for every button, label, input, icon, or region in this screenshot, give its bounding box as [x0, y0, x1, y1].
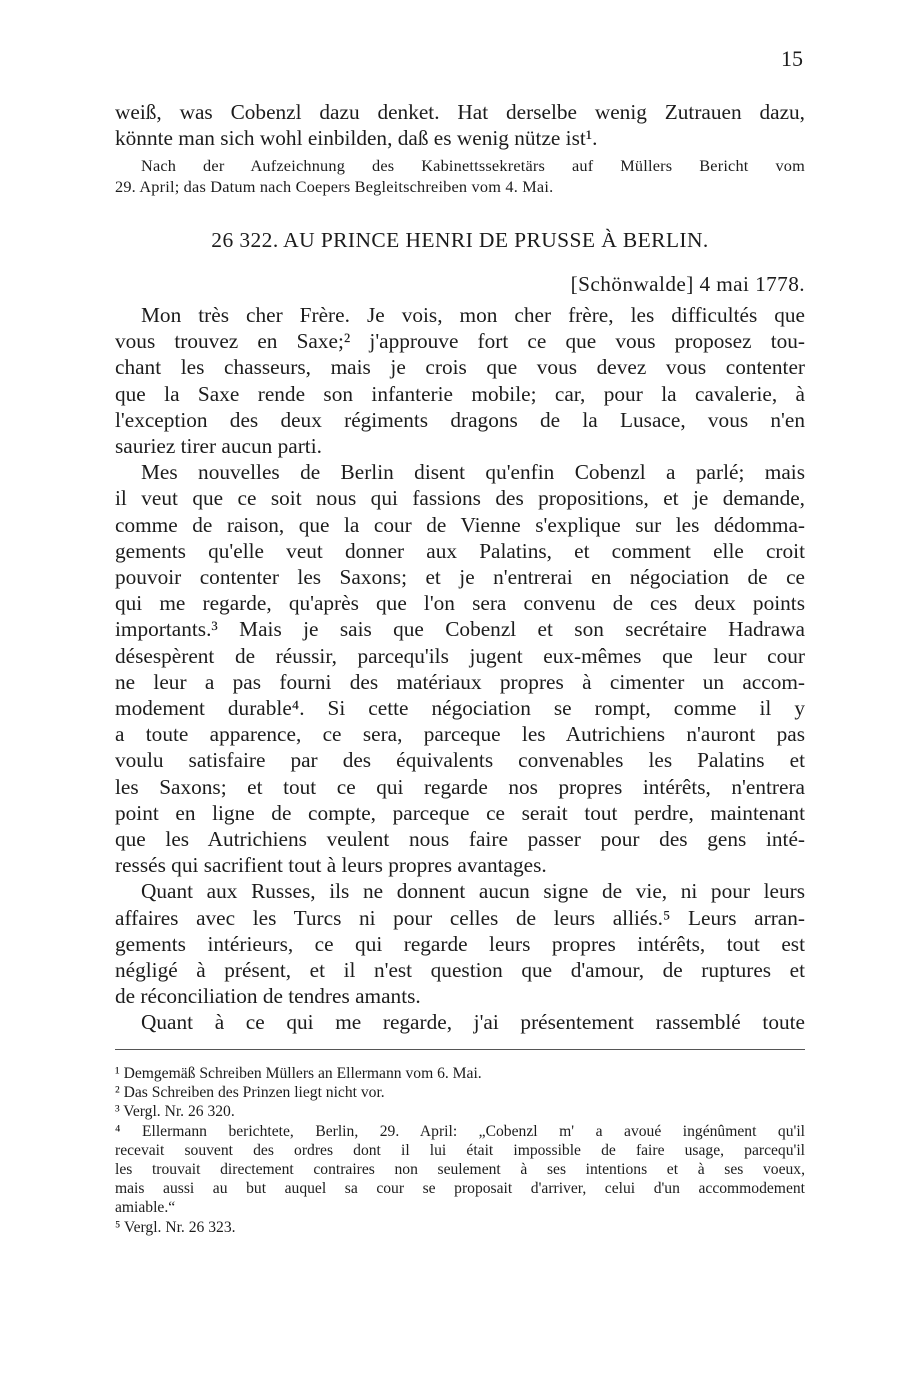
- text-line: chant les chasseurs, mais je crois que vous devez vous contenter: [115, 355, 805, 380]
- footnote-line: amiable.“: [115, 1199, 176, 1217]
- footnote: [115, 1122, 805, 1218]
- text-line: Mon très cher Frère. Je vois, mon cher frère, les difficultés que: [141, 303, 805, 327]
- footnote-line: ³ Vergl. Nr. 26 320.: [115, 1103, 235, 1121]
- text-line: de réconciliation de tendres amants.: [115, 984, 421, 1009]
- footnote-line: ⁴ Ellermann berichtete, Berlin, 29. April: „Cobenzl m' a avoué ingénûment qu'il: [115, 1122, 805, 1140]
- source-note: [115, 155, 805, 197]
- footnote-line: recevait souvent des ordres dont il lui était impossible de faire usage, parcequ'il: [115, 1141, 805, 1159]
- text-line: könnte man sich wohl einbilden, daß es wenig nütze ist¹.: [115, 126, 598, 151]
- footnote: [115, 1064, 805, 1083]
- letter-body: [115, 302, 805, 1036]
- letter-paragraph: [115, 302, 805, 459]
- text-line: ressés qui sacrifient tout à leurs propres avantages.: [115, 853, 547, 878]
- text-line: sauriez tirer aucun parti.: [115, 434, 322, 459]
- text-line: gements qu'elle veut donner aux Palatins, et comment elle croit: [115, 538, 805, 563]
- footnote: [115, 1218, 805, 1237]
- text-line: que la Saxe rende son infanterie mobile; car, pour la cavalerie, à: [115, 381, 805, 406]
- text-line: pouvoir contenter les Saxons; et je n'entrerai en négociation de ce: [115, 565, 805, 590]
- footnote-separator: [115, 1049, 805, 1050]
- letter-heading: 26 322. AU PRINCE HENRI DE PRUSSE À BERLIN.: [211, 228, 709, 252]
- letter-paragraph: [115, 1009, 805, 1035]
- text-line: modement durable⁴. Si cette négociation se rompt, comme il y: [115, 696, 805, 721]
- text-line: Quant à ce qui me regarde, j'ai présentement rassemblé toute: [141, 1010, 805, 1035]
- text-line: ne leur a pas fourni des matériaux propres à cimenter un accom-: [115, 669, 805, 694]
- footnote-line: mais aussi au but auquel sa cour se proposait d'arriver, celui d'un accommodement: [115, 1180, 805, 1198]
- text-line: il veut que ce soit nous qui fassions des propositions, et je demande,: [115, 486, 805, 511]
- text-line: les Saxons; et tout ce qui regarde nos propres intérêts, n'entrera: [115, 774, 805, 799]
- text-line: voulu satisfaire par des équivalents convenables les Palatins et: [115, 748, 805, 773]
- footnote-line: ⁵ Vergl. Nr. 26 323.: [115, 1218, 236, 1236]
- page-number: 15: [781, 46, 803, 71]
- text-line: Quant aux Russes, ils ne donnent aucun signe de vie, ni pour leurs: [141, 879, 805, 904]
- text-line: weiß, was Cobenzl dazu denket. Hat derselbe wenig Zutrauen dazu,: [115, 100, 805, 124]
- letter-paragraph: [115, 878, 805, 1009]
- text-line: Mes nouvelles de Berlin disent qu'enfin Cobenzl a parlé; mais: [141, 460, 805, 485]
- text-line: affaires avec les Turcs ni pour celles de leurs alliés.⁵ Leurs arran-: [115, 905, 805, 930]
- footnote: [115, 1102, 805, 1121]
- text-line: vous trouvez en Saxe;² j'approuve fort ce que vous proposez tou-: [115, 329, 805, 354]
- text-line: gements intérieurs, ce qui regarde leurs propres intérêts, tout est: [115, 931, 805, 956]
- letter-paragraph: [115, 459, 805, 878]
- text-line: Nach der Aufzeichnung des Kabinettssekretärs auf Müllers Bericht vom: [141, 156, 805, 175]
- letter-dateline: [Schönwalde] 4 mai 1778.: [570, 272, 805, 296]
- text-line: comme de raison, que la cour de Vienne s'explique sur les dédomma-: [115, 512, 805, 537]
- text-line: a toute apparence, ce sera, parceque les Autrichiens n'auront pas: [115, 722, 805, 747]
- footnote: [115, 1083, 805, 1102]
- text-line: désespèrent de réussir, parcequ'ils jugent eux-mêmes que leur cour: [115, 643, 805, 668]
- text-line: point en ligne de compte, parceque ce serait tout perdre, maintenant: [115, 800, 805, 825]
- text-line: l'exception des deux régiments dragons de la Lusace, vous n'en: [115, 407, 805, 432]
- text-line: qui me regarde, qu'après que l'on sera convenu de ces deux points: [115, 591, 805, 616]
- text-line: importants.³ Mais je sais que Cobenzl et son secrétaire Hadrawa: [115, 617, 805, 642]
- footnotes: [115, 1064, 805, 1237]
- footnote-line: ¹ Demgemäß Schreiben Müllers an Ellermann vom 6. Mai.: [115, 1065, 482, 1082]
- text-line: négligé à présent, et il n'est question que d'amour, de ruptures et: [115, 958, 805, 983]
- previous-letter-text: [115, 99, 805, 151]
- text-line: que les Autrichiens veulent nous faire passer pour des gens inté-: [115, 827, 805, 852]
- footnote-line: les trouvait directement contraires non seulement à ses intentions et à ses voeux,: [115, 1161, 805, 1179]
- footnote-line: ² Das Schreiben des Prinzen liegt nicht vor.: [115, 1084, 385, 1102]
- text-line: 29. April; das Datum nach Coepers Begleitschreiben vom 4. Mai.: [115, 177, 554, 196]
